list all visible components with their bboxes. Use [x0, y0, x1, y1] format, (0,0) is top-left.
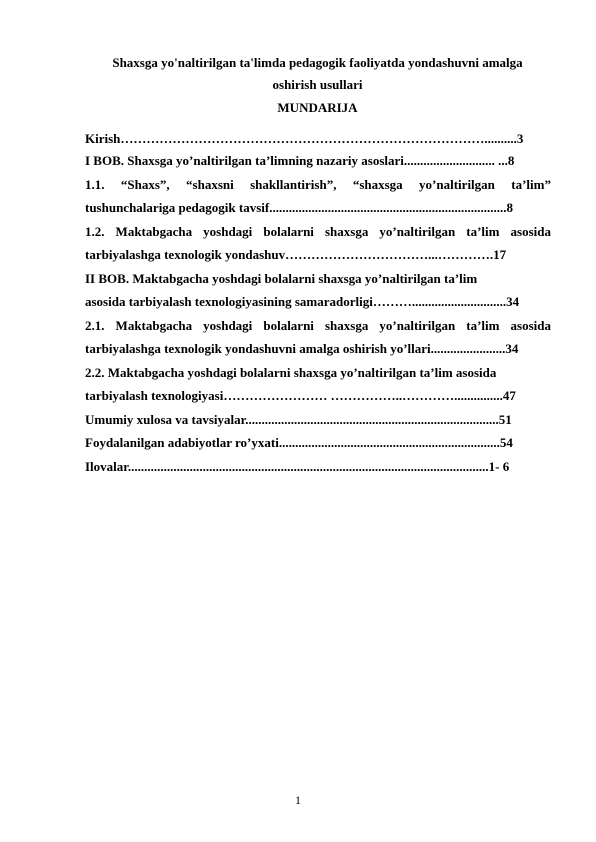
toc-line: Umumiy xulosa va tavsiyalar..............................................................................51 [85, 412, 512, 427]
toc-line: I BOB. Shaxsga yo’naltirilgan ta’limning nazariy asoslari............................ ...8 [85, 153, 515, 168]
document-title-line-1: Shaxsga yo'naltirilgan ta'limda pedagogik faoliyatda yondashuvni amalga [112, 55, 523, 70]
toc-line: 2.2. Maktabgacha yoshdagi bolalarni shaxsga yo’naltirilgan ta’lim asosida [85, 365, 497, 380]
toc-line: asosida tarbiyalash texnologiyasining samaradorligi……….............................34 [85, 294, 520, 309]
toc-line: tarbiyalash texnologiyasi…………………… ……………..…………...............47 [85, 388, 516, 403]
toc-line: tushunchalariga pedagogik tavsif.........................................................................8 [85, 200, 513, 215]
toc-line: Foydalanilgan adabiyotlar ro’yxati....................................................................54 [85, 435, 513, 450]
contents-heading: MUNDARIJA [277, 100, 358, 115]
toc-line: 2.1. Maktabgacha yoshdagi bolalarni shaxsga yo’naltirilgan ta’lim asosida [85, 318, 551, 333]
page-number: 1 [295, 793, 301, 807]
toc-line: 1.2. Maktabgacha yoshdagi bolalarni shaxsga yo’naltirilgan ta’lim asosida [85, 224, 551, 239]
document-title-line-2: oshirish usullari [272, 77, 363, 92]
toc-line: tarbiyalashga texnologik yondashuv……………………………...………….17 [85, 247, 507, 262]
toc-line: Kirish…………………………………………………………………………..........3 [85, 131, 524, 146]
toc-line: II BOB. Maktabgacha yoshdagi bolalarni shaxsga yo’naltirilgan ta’lim [85, 271, 478, 286]
toc-line: 1.1. “Shaxs”, “shaxsni shakllantirish”, “shaxsga yo’naltirilgan ta’lim” [85, 177, 551, 192]
toc-line: Ilovalar...............................................................................................................1- 6 [85, 459, 510, 474]
toc-line: tarbiyalashga texnologik yondashuvni amalga oshirish yo’llari.......................34 [85, 341, 519, 356]
